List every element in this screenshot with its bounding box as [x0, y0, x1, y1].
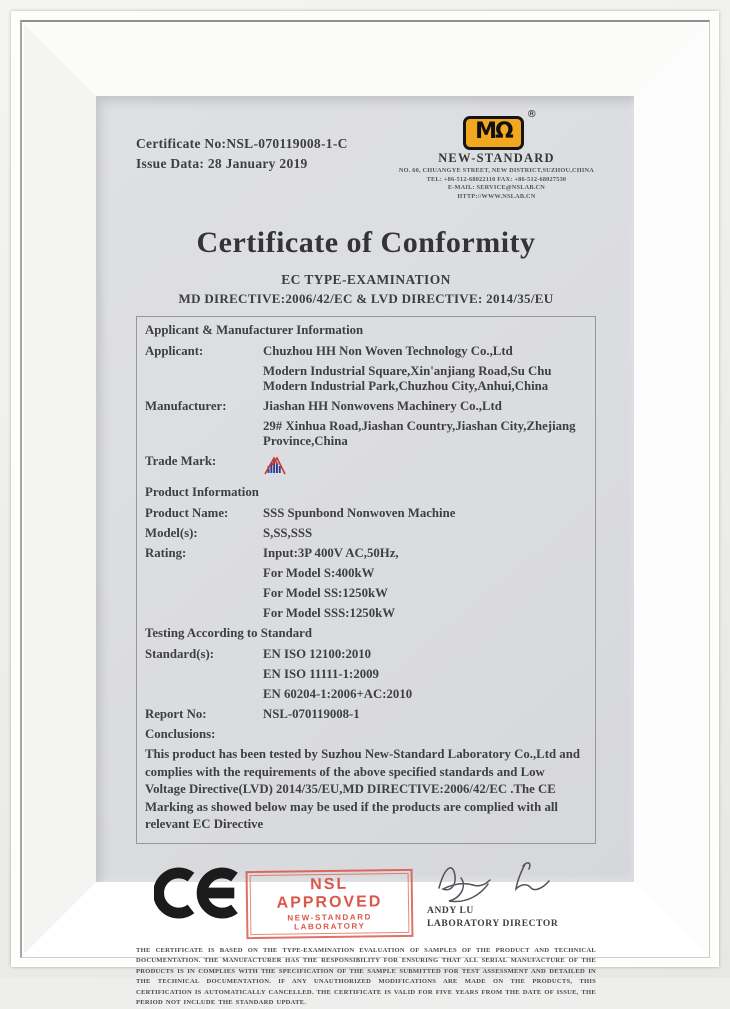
lab-name: NEW-STANDARD [438, 151, 555, 165]
product-name-value: SSS Spunbond Nonwoven Machine [263, 505, 456, 520]
ce-mark-icon [154, 866, 246, 925]
product-name-row [145, 503, 585, 523]
approval-stamp-wrap [246, 870, 413, 938]
certificate-meta [136, 118, 348, 174]
models-value: S,SS,SSS [263, 525, 313, 540]
section-conclusions: Conclusions: [145, 727, 216, 741]
trademark-logo-icon [263, 453, 585, 482]
lab-address-line4: HTTP://WWW.NSLAB.CN [457, 192, 536, 200]
rating-row [145, 543, 585, 623]
certificate-info-table [136, 316, 596, 844]
directives-subtitle: MD DIRECTIVE:2006/42/EC & LVD DIRECTIVE: 2014/35/EU [178, 291, 554, 306]
standard-item: EN ISO 11111-1:2009 [263, 666, 379, 681]
lab-address-line3: E-MAIL: SERVICE@NSLAB.CN [447, 184, 546, 191]
product-name-label: Product Name: [145, 505, 229, 520]
approval-stamp [246, 868, 414, 938]
rating-line: Input:3P 400V AC,50Hz, [263, 545, 399, 560]
lab-logo [463, 109, 537, 150]
trademark-row [145, 451, 585, 482]
section-product-information: Product Information [145, 485, 259, 499]
certificate-number: Certificate No:NSL-070119008-1-C [136, 136, 348, 151]
signature-block [413, 858, 588, 929]
stamp-text-secondary: NEW-STANDARD LABORATORY [287, 911, 373, 931]
certificate-paper [96, 96, 634, 1006]
certification-marks-row [136, 858, 596, 938]
rating-line: For Model SS:1250kW [263, 585, 388, 600]
standards-row [145, 644, 585, 704]
manufacturer-address: 29# Xinhua Road,Jiashan Country,Jiashan City,Zhejiang Province,China [263, 418, 576, 448]
manufacturer-row [145, 396, 585, 451]
issue-date: Issue Data: 28 January 2019 [136, 156, 308, 171]
signer-title: LABORATORY DIRECTOR [427, 918, 559, 929]
signature-icon [433, 858, 583, 904]
stamp-text-primary: NSL APPROVED [276, 875, 383, 912]
manufacturer-value: Jiashan HH Nonwovens Machinery Co.,Ltd [263, 398, 502, 413]
frame-mat [24, 24, 706, 1006]
certificate-header [136, 109, 596, 204]
applicant-label: Applicant: [145, 343, 204, 358]
standard-item: EN ISO 12100:2010 [263, 646, 372, 661]
rating-line: For Model S:400kW [263, 565, 375, 580]
report-row [145, 704, 585, 724]
approval-stamp-inner [250, 872, 410, 934]
applicant-row [145, 341, 585, 396]
conclusions-text: This product has been tested by Suzhou New-Standard Laboratory Co.,Ltd and complies with the requirements of the above specified standards and Low Voltage Directive(LVD) 2014/35/EU,MD DIRECTIVE:2006/42/EC .The CE Marking as showed below may be used if the products are complied with all relevant EC Directive [145, 747, 580, 831]
standards-label: Standard(s): [145, 646, 214, 661]
signer-name: ANDY LU [427, 905, 474, 916]
lab-address-line1: NO. 60, CHUANGYE STREET, NEW DISTRICT,SUZHOU,CHINA [398, 167, 594, 174]
manufacturer-label: Manufacturer: [145, 398, 227, 413]
lab-address-line2: TEL: +86-512-68022110 FAX: +86-512-68027530 [426, 175, 567, 183]
trademark-label: Trade Mark: [145, 453, 217, 468]
disclaimer-text: THE CERTIFICATE IS BASED ON THE TYPE-EXAMINATION EVALUATION OF SAMPLES OF THE PRODUCT AND TECHNICAL DOCUMENTATION. THE MANUFACTURER HAS THE RESPONSIBILITY FOR ENSURING THAT ALL SERIAL MANUFACTURE OF THE PRODUCTS IS IN COMPLIES WITH THE SPECIFICATION OF THE SAMPLE SUBMITTED FOR TEST ASSESSMENT AND DETAILED IN THE TECHNICAL DOCUMENTATION. IF ANY UNAUTHORIZED MODIFICATIONS ARE MADE ON THE PRODUCTS, THIS CERTIFICATION IS AUTOMATICALLY CANCELLED. THE CERTIFICATE IS VALID FOR FIVE YEARS FROM THE DATE OF ISSUE, THE PERIOD NOT INCLUDE THE STANDARD UPDATE. [136, 946, 596, 1006]
rating-line: For Model SSS:1250kW [263, 605, 396, 620]
rating-label: Rating: [145, 545, 187, 560]
standard-item: EN 60204-1:2006+AC:2010 [263, 686, 413, 701]
report-label: Report No: [145, 706, 207, 721]
section-testing-standard: Testing According to Standard [145, 626, 312, 640]
certificate-title: Certificate of Conformity [196, 226, 536, 259]
registered-trademark-icon: ® [526, 109, 537, 120]
applicant-address: Modern Industrial Square,Xin'anjiang Road,Su Chu Modern Industrial Park,Chuzhou City,Anhui,China [263, 363, 552, 393]
models-label: Model(s): [145, 525, 198, 540]
m-omega-logo-icon: MΩ [463, 116, 524, 150]
lab-identity-block [398, 109, 596, 201]
exam-type-subtitle: EC TYPE-EXAMINATION [281, 272, 451, 287]
applicant-value: Chuzhou HH Non Woven Technology Co.,Ltd [263, 343, 513, 358]
models-row [145, 523, 585, 543]
section-applicant-manufacturer: Applicant & Manufacturer Information [145, 323, 364, 337]
lab-address [399, 167, 594, 201]
report-number: NSL-070119008-1 [263, 706, 360, 721]
